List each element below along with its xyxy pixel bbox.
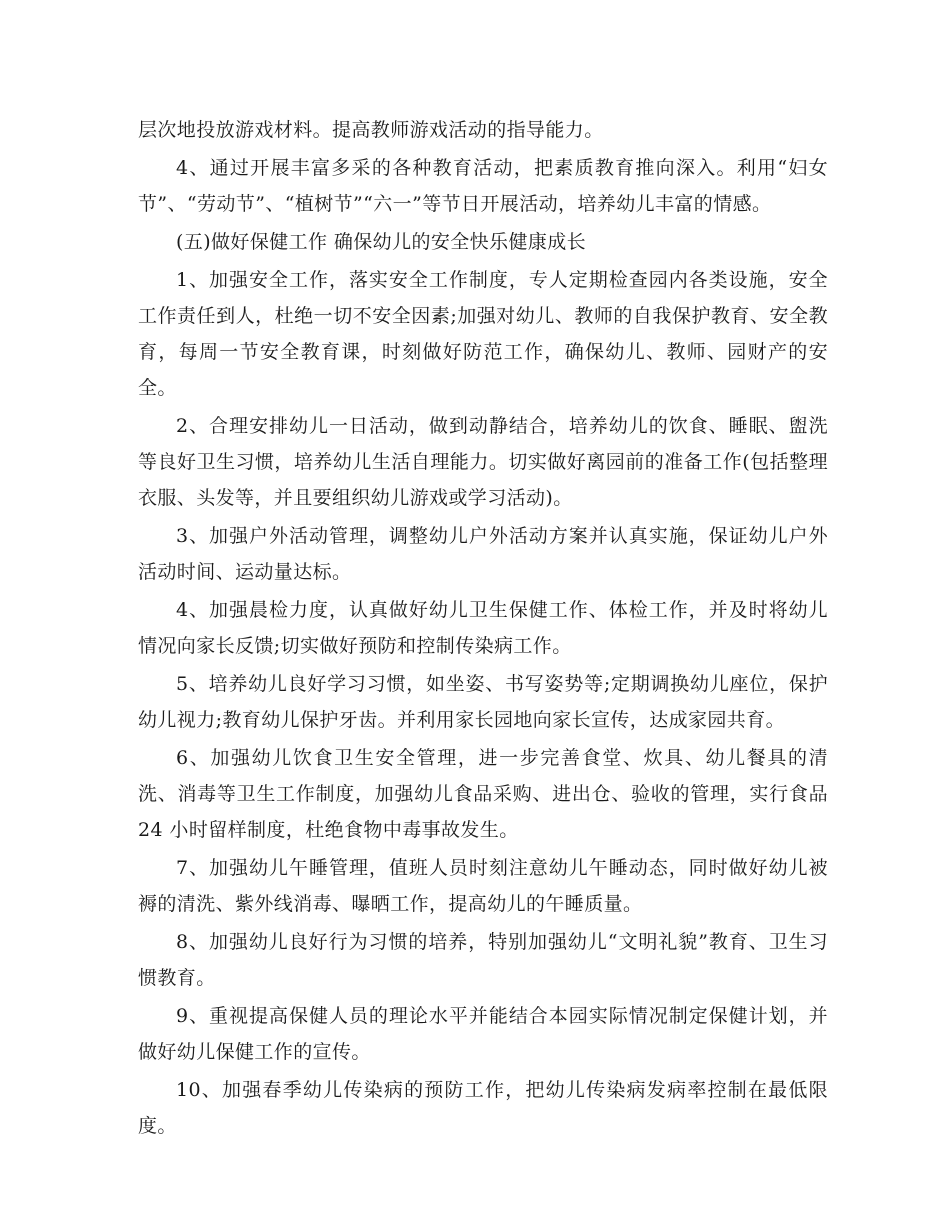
section-heading-health-care: (五)做好保健工作 确保幼儿的安全快乐健康成长 xyxy=(176,231,587,253)
paragraph-item-4-festivals: 4、通过开展丰富多采的各种教育活动，把素质教育推向深入。利用“妇女节”、“劳动节”、“植树节”“六一”等节日开展活动，培养幼儿丰富的情感。 xyxy=(138,157,828,215)
paragraph-item-9-health-staff: 9、重视提高保健人员的理论水平并能结合本园实际情况制定保健计划，并做好幼儿保健工作的宣传。 xyxy=(138,1005,828,1063)
paragraph-item-7-nap-management: 7、加强幼儿午睡管理，值班人员时刻注意幼儿午睡动态，同时做好幼儿被褥的清洗、紫外线消毒、曝晒工作，提高幼儿的午睡质量。 xyxy=(138,857,828,915)
document-body xyxy=(138,112,828,1146)
paragraph-item-5-study-habits: 5、培养幼儿良好学习习惯，如坐姿、书写姿势等;定期调换幼儿座位，保护幼儿视力;教育幼儿保护牙齿。并利用家长园地向家长宣传，达成家园共育。 xyxy=(138,673,828,731)
paragraph-item-1-safety: 1、加强安全工作，落实安全工作制度，专人定期检查园内各类设施，安全工作责任到人，杜绝一切不安全因素;加强对幼儿、教师的自我保护教育、安全教育，每周一节安全教育课，时刻做好防范工作，确保幼儿、教师、园财产的安全。 xyxy=(138,269,828,399)
paragraph-item-2-daily-activities: 2、合理安排幼儿一日活动，做到动静结合，培养幼儿的饮食、睡眠、盥洗等良好卫生习惯，培养幼儿生活自理能力。切实做好离园前的准备工作(包括整理衣服、头发等，并且要组织幼儿游戏或学习活动)。 xyxy=(138,415,828,509)
paragraph-item-6-food-safety: 6、加强幼儿饮食卫生安全管理，进一步完善食堂、炊具、幼儿餐具的清洗、消毒等卫生工作制度，加强幼儿食品采购、进出仓、验收的管理，实行食品 24 小时留样制度，杜绝食物中毒事故发生。 xyxy=(138,747,828,841)
paragraph-item-8-behavior-habits: 8、加强幼儿良好行为习惯的培养，特别加强幼儿“文明礼貌”教育、卫生习惯教育。 xyxy=(138,931,828,989)
paragraph-item-3-outdoor-activities: 3、加强户外活动管理，调整幼儿户外活动方案并认真实施，保证幼儿户外活动时间、运动量达标。 xyxy=(138,525,828,583)
paragraph-continuation: 层次地投放游戏材料。提高教师游戏活动的指导能力。 xyxy=(138,119,604,141)
paragraph-item-10-disease-prevention: 10、加强春季幼儿传染病的预防工作，把幼儿传染病发病率控制在最低限度。 xyxy=(138,1079,828,1137)
paragraph-item-4-morning-check: 4、加强晨检力度，认真做好幼儿卫生保健工作、体检工作，并及时将幼儿情况向家长反馈;切实做好预防和控制传染病工作。 xyxy=(138,599,828,657)
